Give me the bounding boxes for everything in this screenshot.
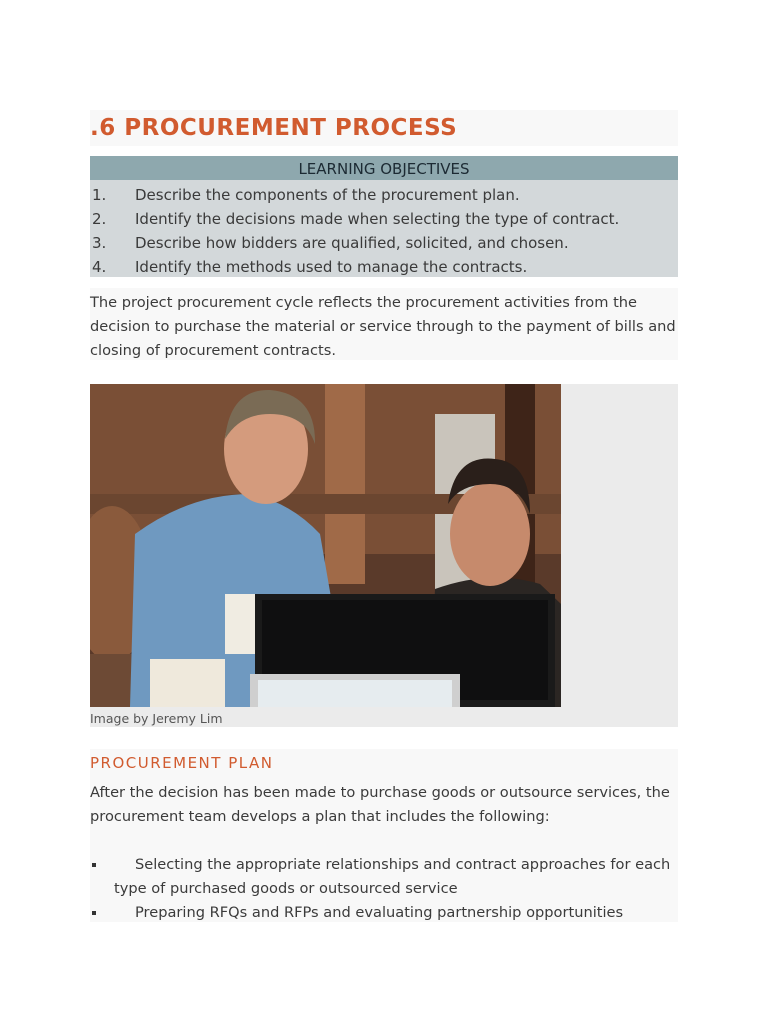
photo-two-men-at-computer <box>90 384 561 707</box>
list-item <box>90 252 678 276</box>
list-number: 1. <box>92 186 107 204</box>
list-item <box>90 228 678 252</box>
list-number: 4. <box>92 258 107 276</box>
list-number: 3. <box>92 234 107 252</box>
intro-band <box>90 288 678 360</box>
list-text: Describe how bidders are qualified, solicited, and chosen. <box>135 234 569 252</box>
learning-objectives-header: LEARNING OBJECTIVES <box>90 156 678 180</box>
section-heading: PROCUREMENT PLAN <box>90 754 274 772</box>
bullet-text: Preparing RFQs and RFPs and evaluating partnership opportunities <box>135 904 624 921</box>
procurement-plan-section <box>90 749 678 922</box>
list-item <box>90 901 678 925</box>
figure <box>90 384 678 727</box>
list-item <box>90 853 678 901</box>
bullet-text: Selecting the appropriate relationships and contract approaches for each type of purchased goods or outsourced service <box>114 856 671 897</box>
title-band <box>90 110 678 146</box>
photo-illustration <box>90 384 561 707</box>
list-text: Identify the decisions made when selecting the type of contract. <box>135 210 620 228</box>
bullet-icon <box>92 911 96 915</box>
section-paragraph: After the decision has been made to purchase goods or outsource services, the procurement team develops a plan that includes the following: <box>90 784 670 825</box>
page-title: .6 PROCUREMENT PROCESS <box>90 115 458 141</box>
learning-objectives-list <box>90 180 678 277</box>
list-text: Describe the components of the procurement plan. <box>135 186 520 204</box>
bullet-list <box>90 853 678 925</box>
intro-paragraph: The project procurement cycle reflects the procurement activities from the decision to purchase the material or service through to the payment of bills and closing of procurement contracts. <box>90 294 676 359</box>
image-caption: Image by Jeremy Lim <box>90 711 223 726</box>
bullet-icon <box>92 863 96 867</box>
list-item <box>90 180 678 204</box>
list-item <box>90 204 678 228</box>
list-number: 2. <box>92 210 107 228</box>
list-text: Identify the methods used to manage the contracts. <box>135 258 528 276</box>
